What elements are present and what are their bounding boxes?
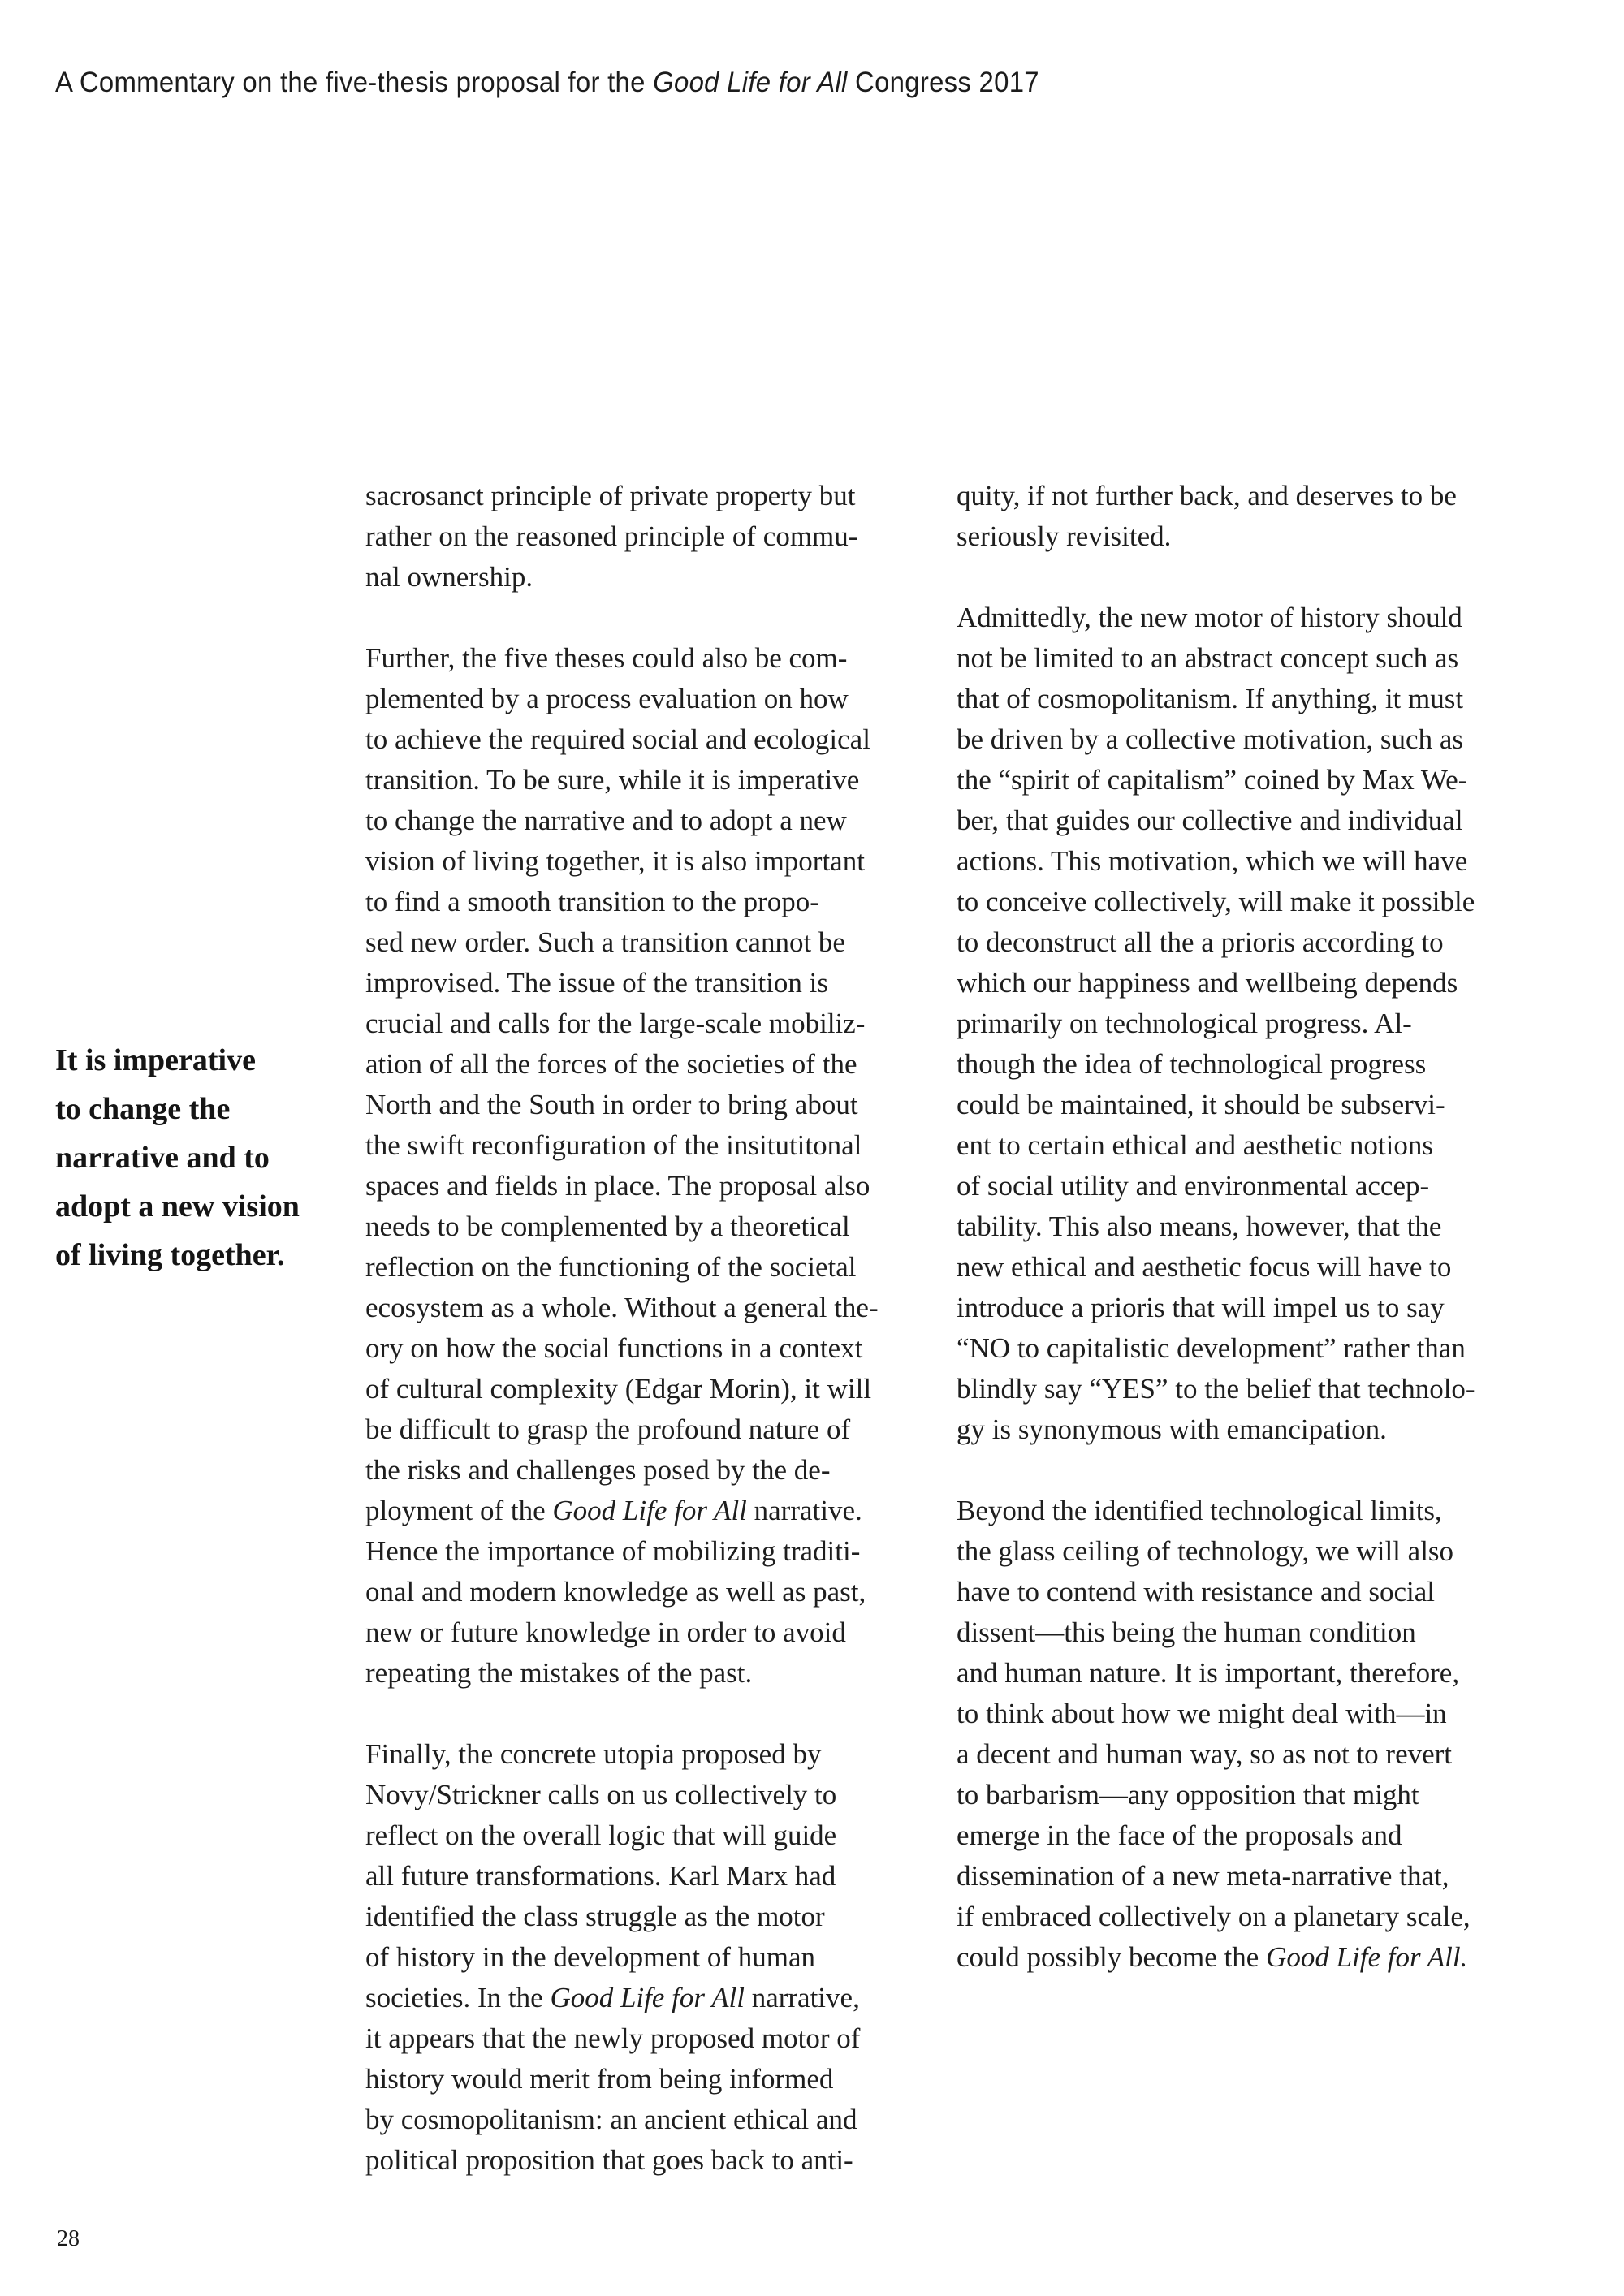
text-line <box>365 1734 926 1775</box>
text-line <box>365 1369 926 1409</box>
text-line <box>957 1206 1541 1247</box>
text-segment: which our happiness and wellbeing depends <box>957 967 1458 999</box>
text-segment: dissemination of a new meta-narrative that, <box>957 1860 1449 1892</box>
body-column-right <box>957 476 1541 1978</box>
text-segment: vision of living together, it is also important <box>365 845 865 877</box>
text-segment: though the idea of technological progress <box>957 1048 1427 1080</box>
text-segment: plemented by a process evaluation on how <box>365 683 849 714</box>
text-line <box>957 1003 1541 1044</box>
text-line <box>365 801 926 841</box>
italic-title: Good Life for All <box>550 1982 745 2013</box>
text-segment: political proposition that goes back to anti- <box>365 2144 853 2176</box>
text-segment: be driven by a collective motivation, such as <box>957 723 1463 755</box>
text-segment: narrative, <box>744 1982 860 2013</box>
text-line <box>365 516 926 557</box>
text-segment: actions. This motivation, which we will have <box>957 845 1468 877</box>
text-segment: nal ownership. <box>365 561 533 593</box>
text-line <box>957 1572 1541 1612</box>
text-segment: Further, the five theses could also be com- <box>365 642 848 674</box>
text-segment: gy is synonymous with emancipation. <box>957 1413 1387 1445</box>
text-segment: of cultural complexity (Edgar Morin), it will <box>365 1373 872 1405</box>
text-segment: societies. In the <box>365 1982 551 2013</box>
text-segment: new or future knowledge in order to avoid <box>365 1616 846 1648</box>
pull-quote-line: narrative and to <box>55 1141 270 1175</box>
text-line <box>365 2059 926 2100</box>
text-line <box>365 882 926 922</box>
text-segment: and human nature. It is important, therefore, <box>957 1657 1460 1689</box>
text-line <box>365 2018 926 2059</box>
text-line <box>957 1125 1541 1166</box>
text-line <box>365 1815 926 1856</box>
text-segment: identified the class struggle as the motor <box>365 1901 825 1932</box>
text-segment: to change the narrative and to adopt a new <box>365 805 847 836</box>
text-line <box>365 1044 926 1085</box>
running-head <box>55 67 1039 99</box>
pull-quote-line: adopt a new vision <box>55 1189 300 1224</box>
text-segment: that of cosmopolitanism. If anything, it must <box>957 683 1464 714</box>
text-line <box>957 1612 1541 1653</box>
text-line <box>365 1288 926 1328</box>
text-line <box>957 1775 1541 1815</box>
text-segment: ory on how the social functions in a context <box>365 1332 863 1364</box>
paragraph <box>957 1491 1541 1978</box>
text-segment: new ethical and aesthetic focus will have to <box>957 1251 1452 1283</box>
text-line <box>957 1288 1541 1328</box>
text-segment: to find a smooth transition to the propo- <box>365 886 819 917</box>
text-line <box>957 1328 1541 1369</box>
text-segment: crucial and calls for the large-scale mobiliz- <box>365 1008 866 1039</box>
running-head-text: A Commentary on the five-thesis proposal for the <box>55 67 654 98</box>
text-segment: ent to certain ethical and aesthetic notions <box>957 1129 1434 1161</box>
text-segment: if embraced collectively on a planetary scale, <box>957 1901 1471 1932</box>
text-line <box>957 922 1541 963</box>
text-segment: be difficult to grasp the profound nature of <box>365 1413 851 1445</box>
text-segment: Finally, the concrete utopia proposed by <box>365 1738 822 1770</box>
text-segment: Admittedly, the new motor of history should <box>957 602 1462 633</box>
text-line <box>365 1450 926 1491</box>
text-line <box>957 679 1541 719</box>
text-segment: North and the South in order to bring about <box>365 1089 858 1120</box>
text-line <box>365 1856 926 1897</box>
text-line <box>957 1166 1541 1206</box>
text-line <box>365 638 926 679</box>
text-segment: transition. To be sure, while it is imperative <box>365 764 860 796</box>
paragraph <box>957 476 1541 557</box>
text-segment: to barbarism—any opposition that might <box>957 1779 1419 1810</box>
text-line <box>957 1734 1541 1775</box>
text-segment: Novy/Strickner calls on us collectively to <box>365 1779 837 1810</box>
text-line <box>365 1409 926 1450</box>
text-line <box>365 2100 926 2140</box>
text-segment: tability. This also means, however, that the <box>957 1211 1442 1242</box>
text-segment: spaces and fields in place. The proposal also <box>365 1170 870 1202</box>
text-segment: Beyond the identified technological limits, <box>957 1495 1442 1526</box>
text-segment: ployment of the <box>365 1495 553 1526</box>
text-segment: it appears that the newly proposed motor of <box>365 2022 861 2054</box>
text-segment: not be limited to an abstract concept such as <box>957 642 1459 674</box>
text-line <box>957 1247 1541 1288</box>
text-segment: quity, if not further back, and deserves to be <box>957 480 1457 511</box>
text-segment: dissent—this being the human condition <box>957 1616 1416 1648</box>
text-line <box>365 1328 926 1369</box>
text-line <box>365 963 926 1003</box>
text-segment: could possibly become the <box>957 1941 1267 1973</box>
text-line <box>365 476 926 516</box>
text-segment: to conceive collectively, will make it possible <box>957 886 1475 917</box>
text-line <box>957 1409 1541 1450</box>
text-segment: reflect on the overall logic that will guide <box>365 1819 837 1851</box>
text-segment: by cosmopolitanism: an ancient ethical and <box>365 2104 857 2135</box>
paragraph-gap <box>957 557 1541 598</box>
text-segment: Hence the importance of mobilizing traditi- <box>365 1535 861 1567</box>
text-line <box>365 2140 926 2181</box>
text-line <box>957 1369 1541 1409</box>
text-segment: onal and modern knowledge as well as past, <box>365 1576 866 1608</box>
pull-quote-line: of living together. <box>55 1238 285 1272</box>
text-line <box>365 1572 926 1612</box>
text-segment: primarily on technological progress. Al- <box>957 1008 1412 1039</box>
text-segment: improvised. The issue of the transition is <box>365 967 828 999</box>
text-segment: the “spirit of capitalism” coined by Max We- <box>957 764 1468 796</box>
text-line <box>365 1531 926 1572</box>
pull-quote-line: to change the <box>55 1092 231 1126</box>
text-line <box>365 1491 926 1531</box>
pull-quote <box>55 1036 331 1280</box>
text-segment: to think about how we might deal with—in <box>957 1698 1447 1729</box>
text-segment: seriously revisited. <box>957 520 1172 552</box>
text-line <box>957 1044 1541 1085</box>
text-line <box>957 801 1541 841</box>
running-head-title-italic: Good Life for All <box>653 67 848 98</box>
text-line <box>957 1531 1541 1572</box>
text-line <box>957 1937 1541 1978</box>
text-line <box>365 557 926 598</box>
text-segment: ation of all the forces of the societies of the <box>365 1048 857 1080</box>
text-line <box>365 1166 926 1206</box>
paragraph-gap <box>957 1450 1541 1491</box>
text-line <box>365 719 926 760</box>
text-line <box>957 1856 1541 1897</box>
text-line <box>957 1491 1541 1531</box>
page-number: 28 <box>57 2226 80 2251</box>
text-segment: ber, that guides our collective and individual <box>957 805 1463 836</box>
running-head-year: Congress 2017 <box>847 67 1039 98</box>
text-line <box>957 1653 1541 1694</box>
text-line <box>365 679 926 719</box>
text-line <box>957 760 1541 801</box>
text-line <box>365 1085 926 1125</box>
paragraph <box>365 638 926 1694</box>
text-line <box>957 516 1541 557</box>
paragraph-gap <box>365 598 926 638</box>
text-segment: blindly say “YES” to the belief that technolo- <box>957 1373 1475 1405</box>
text-line <box>957 638 1541 679</box>
text-line <box>365 1247 926 1288</box>
text-line <box>957 719 1541 760</box>
text-segment: emerge in the face of the proposals and <box>957 1819 1402 1851</box>
text-line <box>365 1125 926 1166</box>
body-column-left <box>365 476 926 2181</box>
text-line <box>365 841 926 882</box>
text-segment: reflection on the functioning of the societal <box>365 1251 857 1283</box>
italic-title: Good Life for All <box>552 1495 747 1526</box>
text-line <box>957 476 1541 516</box>
text-line <box>365 922 926 963</box>
text-line <box>365 1897 926 1937</box>
text-segment: rather on the reasoned principle of commu- <box>365 520 858 552</box>
text-line <box>957 1815 1541 1856</box>
text-segment: ecosystem as a whole. Without a general the- <box>365 1292 879 1323</box>
text-segment: sed new order. Such a transition cannot be <box>365 926 845 958</box>
text-line <box>365 1206 926 1247</box>
text-segment: history would merit from being informed <box>365 2063 834 2095</box>
text-line <box>365 1937 926 1978</box>
text-segment: a decent and human way, so as not to revert <box>957 1738 1453 1770</box>
text-line <box>957 1085 1541 1125</box>
text-line <box>365 760 926 801</box>
text-line <box>365 1653 926 1694</box>
text-segment: sacrosanct principle of private property but <box>365 480 856 511</box>
text-segment: narrative. <box>746 1495 862 1526</box>
text-segment: the glass ceiling of technology, we will also <box>957 1535 1454 1567</box>
text-segment: the risks and challenges posed by the de- <box>365 1454 831 1486</box>
text-segment: introduce a prioris that will impel us to say <box>957 1292 1445 1323</box>
italic-title: Good Life for All. <box>1266 1941 1468 1973</box>
text-segment: to achieve the required social and ecological <box>365 723 870 755</box>
text-segment: “NO to capitalistic development” rather than <box>957 1332 1466 1364</box>
text-segment: the swift reconfiguration of the insitutitonal <box>365 1129 862 1161</box>
text-segment: repeating the mistakes of the past. <box>365 1657 753 1689</box>
pull-quote-line: It is imperative <box>55 1043 256 1077</box>
text-segment: have to contend with resistance and social <box>957 1576 1435 1608</box>
text-line <box>957 963 1541 1003</box>
paragraph <box>365 476 926 598</box>
text-line <box>957 598 1541 638</box>
paragraph-gap <box>365 1694 926 1734</box>
paragraph <box>957 598 1541 1450</box>
text-line <box>365 1775 926 1815</box>
text-segment: of history in the development of human <box>365 1941 816 1973</box>
text-segment: all future transformations. Karl Marx had <box>365 1860 836 1892</box>
text-segment: to deconstruct all the a prioris according to <box>957 926 1444 958</box>
text-line <box>365 1978 926 2018</box>
text-line <box>957 882 1541 922</box>
text-line <box>957 841 1541 882</box>
text-segment: of social utility and environmental accep- <box>957 1170 1430 1202</box>
text-line <box>957 1897 1541 1937</box>
text-line <box>365 1612 926 1653</box>
text-line <box>365 1003 926 1044</box>
text-segment: could be maintained, it should be subservi- <box>957 1089 1445 1120</box>
text-line <box>957 1694 1541 1734</box>
paragraph <box>365 1734 926 2181</box>
text-segment: needs to be complemented by a theoretical <box>365 1211 850 1242</box>
